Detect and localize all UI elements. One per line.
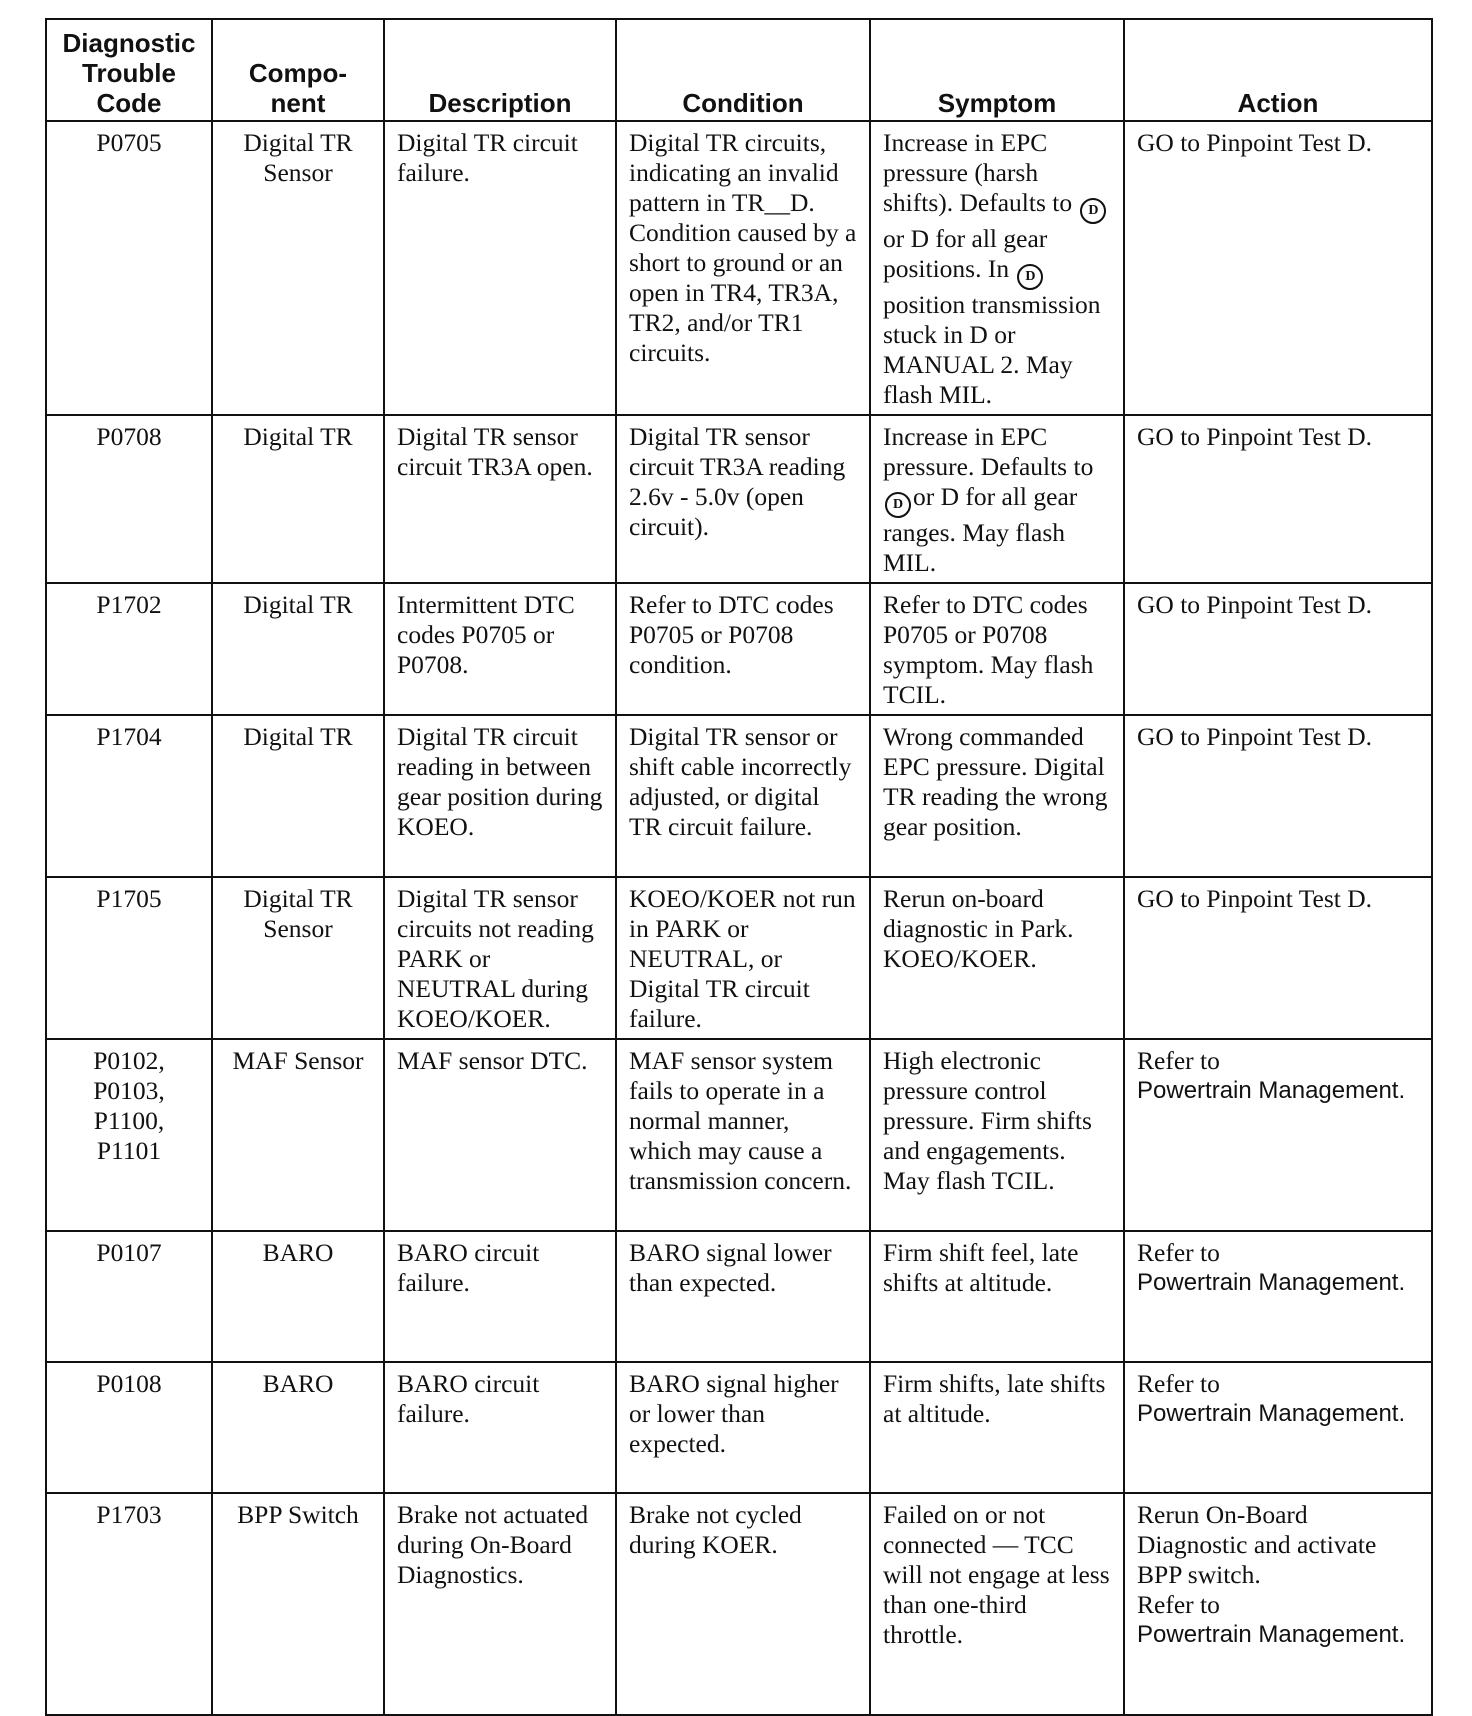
header-description: Description <box>384 19 616 121</box>
cell-action: GO to Pinpoint Test D. <box>1124 583 1432 715</box>
cell-symptom: High electronic pressure control pressure. Firm shifts and engagements. May flash TCIL. <box>870 1039 1124 1231</box>
cell-code: P0108 <box>46 1362 212 1493</box>
table-row <box>46 1231 1432 1362</box>
cell-component: Digital TR Sensor <box>212 877 384 1039</box>
cell-component: Digital TR <box>212 715 384 877</box>
cell-action: GO to Pinpoint Test D. <box>1124 715 1432 877</box>
cell-component: MAF Sensor <box>212 1039 384 1231</box>
header-symptom: Symptom <box>870 19 1124 121</box>
table-row <box>46 121 1432 415</box>
table-row <box>46 715 1432 877</box>
cell-symptom: Increase in EPC pressure (harsh shifts). Defaults to D or D for all gear positions. In D position transmission stuck in D or MANUAL 2. May flash MIL. <box>870 121 1124 415</box>
cell-code: P0107 <box>46 1231 212 1362</box>
dtc-table <box>45 18 1433 1716</box>
cell-component: Digital TR <box>212 415 384 583</box>
cell-symptom: Increase in EPC pressure. Defaults to D or D for all gear ranges. May flash MIL. <box>870 415 1124 583</box>
table-row <box>46 583 1432 715</box>
cell-action: GO to Pinpoint Test D. <box>1124 877 1432 1039</box>
cell-code: P1704 <box>46 715 212 877</box>
cell-code: P1702 <box>46 583 212 715</box>
header-condition: Condition <box>616 19 870 121</box>
cell-component: BARO <box>212 1362 384 1493</box>
cell-component: Digital TR Sensor <box>212 121 384 415</box>
cell-component: BARO <box>212 1231 384 1362</box>
cell-description: BARO circuit failure. <box>384 1231 616 1362</box>
cell-action: Rerun On-Board Diagnostic and activate BPP switch. Refer to Powertrain Management. <box>1124 1493 1432 1715</box>
table-row <box>46 877 1432 1039</box>
cell-action: Refer to Powertrain Management. <box>1124 1231 1432 1362</box>
cell-condition: BARO signal lower than expected. <box>616 1231 870 1362</box>
cell-code: P0102, P0103, P1100, P1101 <box>46 1039 212 1231</box>
table-row <box>46 1493 1432 1715</box>
cell-action: Refer to Powertrain Management. <box>1124 1362 1432 1493</box>
cell-code: P1705 <box>46 877 212 1039</box>
cell-symptom: Firm shift feel, late shifts at altitude. <box>870 1231 1124 1362</box>
cell-description: Digital TR circuit reading in between gear position during KOEO. <box>384 715 616 877</box>
cell-description: Digital TR sensor circuit TR3A open. <box>384 415 616 583</box>
cell-description: Intermittent DTC codes P0705 or P0708. <box>384 583 616 715</box>
cell-action: Refer to Powertrain Management. <box>1124 1039 1432 1231</box>
table-row <box>46 1039 1432 1231</box>
overdrive-symbol: D <box>1017 264 1043 290</box>
cell-code: P1703 <box>46 1493 212 1715</box>
cell-action: GO to Pinpoint Test D. <box>1124 415 1432 583</box>
cell-description: Brake not actuated during On-Board Diagnostics. <box>384 1493 616 1715</box>
cell-description: Digital TR sensor circuits not reading PARK or NEUTRAL during KOEO/KOER. <box>384 877 616 1039</box>
cell-condition: Digital TR circuits, indicating an invalid pattern in TR__D. Condition caused by a short to ground or an open in TR4, TR3A, TR2, and/or TR1 circuits. <box>616 121 870 415</box>
cell-condition: KOEO/KOER not run in PARK or NEUTRAL, or Digital TR circuit failure. <box>616 877 870 1039</box>
cell-symptom: Refer to DTC codes P0705 or P0708 symptom. May flash TCIL. <box>870 583 1124 715</box>
cell-description: Digital TR circuit failure. <box>384 121 616 415</box>
cell-condition: Digital TR sensor or shift cable incorrectly adjusted, or digital TR circuit failure. <box>616 715 870 877</box>
cell-symptom: Failed on or not connected — TCC will not engage at less than one-third throttle. <box>870 1493 1124 1715</box>
cell-action: GO to Pinpoint Test D. <box>1124 121 1432 415</box>
cell-condition: Refer to DTC codes P0705 or P0708 condition. <box>616 583 870 715</box>
table-row <box>46 1362 1432 1493</box>
header-action: Action <box>1124 19 1432 121</box>
cell-code: P0705 <box>46 121 212 415</box>
cell-symptom: Rerun on-board diagnostic in Park. KOEO/KOER. <box>870 877 1124 1039</box>
header-row <box>46 19 1432 121</box>
cell-condition: Brake not cycled during KOER. <box>616 1493 870 1715</box>
header-component: Compo- nent <box>212 19 384 121</box>
cell-condition: MAF sensor system fails to operate in a normal manner, which may cause a transmission concern. <box>616 1039 870 1231</box>
cell-component: BPP Switch <box>212 1493 384 1715</box>
cell-code: P0708 <box>46 415 212 583</box>
overdrive-symbol: D <box>885 492 911 518</box>
cell-symptom: Wrong commanded EPC pressure. Digital TR reading the wrong gear position. <box>870 715 1124 877</box>
cell-condition: Digital TR sensor circuit TR3A reading 2.6v - 5.0v (open circuit). <box>616 415 870 583</box>
cell-component: Digital TR <box>212 583 384 715</box>
header-code: Diagnostic Trouble Code <box>46 19 212 121</box>
cell-condition: BARO signal higher or lower than expected. <box>616 1362 870 1493</box>
overdrive-symbol: D <box>1080 198 1106 224</box>
cell-description: MAF sensor DTC. <box>384 1039 616 1231</box>
cell-symptom: Firm shifts, late shifts at altitude. <box>870 1362 1124 1493</box>
table-row <box>46 415 1432 583</box>
cell-description: BARO circuit failure. <box>384 1362 616 1493</box>
